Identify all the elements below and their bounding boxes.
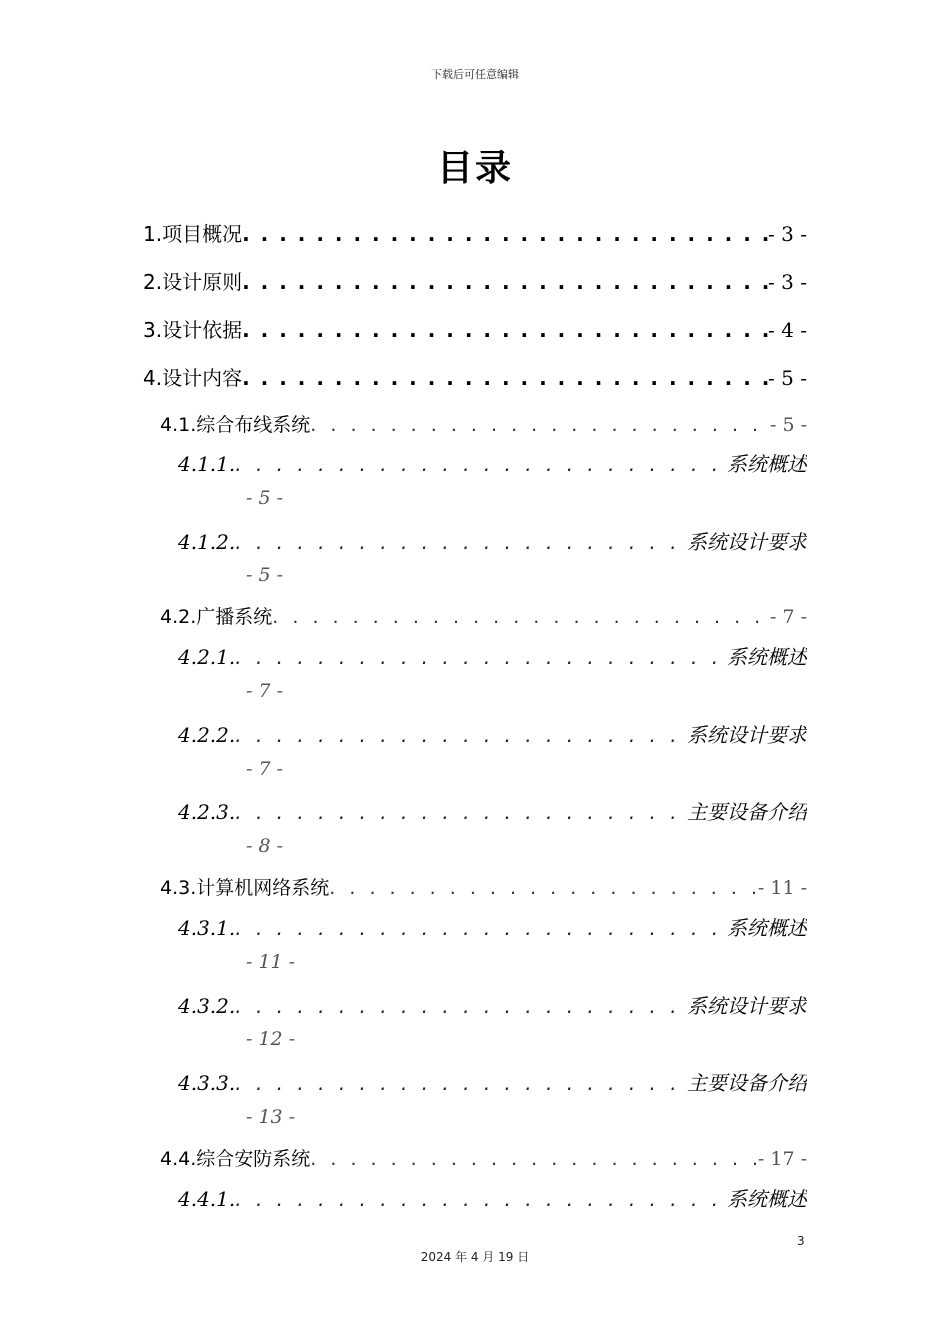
- toc-number: 4.1.: [160, 414, 197, 436]
- toc-leader: [242, 222, 768, 246]
- toc-label: 系统设计要求: [687, 723, 807, 747]
- toc-leader: [235, 452, 727, 476]
- toc-page: - 8 -: [246, 835, 284, 857]
- toc-leader: [242, 270, 768, 294]
- toc-leader: [235, 530, 687, 554]
- toc-page: - 7 -: [246, 680, 284, 702]
- toc-leader: [235, 645, 727, 669]
- toc-label: 主要设备介绍: [687, 800, 807, 824]
- toc-number: 4.2.1.: [178, 645, 236, 669]
- toc-number: 4.: [143, 366, 163, 390]
- page-title: 目录: [436, 148, 513, 189]
- toc-leader: [329, 877, 758, 899]
- toc-page: - 13 -: [246, 1106, 296, 1128]
- toc-label: 系统概述: [727, 1187, 807, 1211]
- toc-entry-4-1[interactable]: [160, 410, 807, 437]
- toc-entry-4-1-2[interactable]: [178, 526, 807, 555]
- toc-page: - 11 -: [246, 951, 296, 973]
- toc-label: 系统设计要求: [687, 530, 807, 554]
- toc-page: - 5 -: [246, 564, 284, 586]
- toc-label: 设计内容: [162, 366, 243, 390]
- toc-leader: [235, 800, 687, 824]
- toc-number: 4.4.: [160, 1148, 197, 1170]
- toc-page: - 4 -: [768, 318, 807, 342]
- toc-number: 4.2.2.: [178, 723, 236, 747]
- toc-page: - 5 -: [769, 414, 807, 436]
- toc-entry-4-2-1[interactable]: [178, 641, 807, 670]
- toc-entry-3[interactable]: [143, 314, 807, 343]
- toc-leader: [235, 1071, 687, 1095]
- toc-number: 2.: [143, 270, 163, 294]
- page-number: 3: [797, 1234, 805, 1248]
- toc-label: 系统概述: [727, 452, 807, 476]
- toc-number: 4.2.: [160, 606, 197, 628]
- toc-number: 4.2.3.: [178, 800, 236, 824]
- toc-leader: [235, 994, 687, 1018]
- toc-label: 设计原则: [162, 270, 243, 294]
- toc-entry-2[interactable]: [143, 266, 807, 295]
- toc-label: 主要设备介绍: [687, 1071, 807, 1095]
- toc-entry-4-1-1[interactable]: [178, 448, 807, 477]
- toc-entry-4-3[interactable]: [160, 873, 807, 900]
- page-footer-date: 2024 年 4 月 19 日: [420, 1250, 530, 1264]
- toc-label: 系统概述: [727, 916, 807, 940]
- toc-page: - 12 -: [246, 1028, 296, 1050]
- toc-entry-4-3-1[interactable]: [178, 912, 807, 941]
- toc-label: 广播系统: [196, 606, 273, 628]
- toc-entry-4-4[interactable]: [160, 1144, 807, 1171]
- toc-entry-4-2[interactable]: [160, 602, 807, 629]
- toc-page: - 5 -: [246, 487, 284, 509]
- toc-leader: [235, 1187, 727, 1211]
- toc-label: 系统概述: [727, 645, 807, 669]
- toc-page: - 3 -: [768, 270, 807, 294]
- toc-label: 系统设计要求: [687, 994, 807, 1018]
- toc-page: - 5 -: [768, 366, 807, 390]
- toc-number: 4.4.1.: [178, 1187, 236, 1211]
- toc-number: 4.3.2.: [178, 994, 236, 1018]
- toc-entry-4-4-1[interactable]: [178, 1183, 807, 1212]
- toc-entry-4[interactable]: [143, 362, 807, 391]
- toc-entry-4-2-2[interactable]: [178, 719, 807, 748]
- toc-entry-4-3-3[interactable]: [178, 1067, 807, 1096]
- toc-leader: [242, 366, 768, 390]
- toc-label: 计算机网络系统: [196, 877, 330, 899]
- toc-leader: [235, 723, 687, 747]
- toc-label: 项目概况: [162, 222, 243, 246]
- toc-page: - 11 -: [757, 877, 807, 899]
- toc-page: - 17 -: [757, 1148, 807, 1170]
- toc-leader: [310, 1148, 758, 1170]
- toc-label: 综合布线系统: [196, 414, 311, 436]
- toc-leader: [310, 414, 770, 436]
- toc-page: - 7 -: [769, 606, 807, 628]
- toc-leader: [272, 606, 770, 628]
- toc-leader: [242, 318, 768, 342]
- toc-number: 1.: [143, 222, 163, 246]
- toc-leader: [235, 916, 727, 940]
- toc-number: 4.3.1.: [178, 916, 236, 940]
- toc-label: 综合安防系统: [196, 1148, 311, 1170]
- toc-number: 4.1.1.: [178, 452, 236, 476]
- toc-entry-4-2-3[interactable]: [178, 796, 807, 825]
- toc-page: - 3 -: [768, 222, 807, 246]
- toc-number: 4.3.3.: [178, 1071, 236, 1095]
- page-header: 下载后可任意编辑: [431, 68, 519, 81]
- toc-number: 4.1.2.: [178, 530, 236, 554]
- toc-number: 4.3.: [160, 877, 197, 899]
- toc-label: 设计依据: [162, 318, 243, 342]
- toc-entry-4-3-2[interactable]: [178, 990, 807, 1019]
- toc-page: - 7 -: [246, 758, 284, 780]
- toc-entry-1[interactable]: [143, 218, 807, 247]
- toc-number: 3.: [143, 318, 163, 342]
